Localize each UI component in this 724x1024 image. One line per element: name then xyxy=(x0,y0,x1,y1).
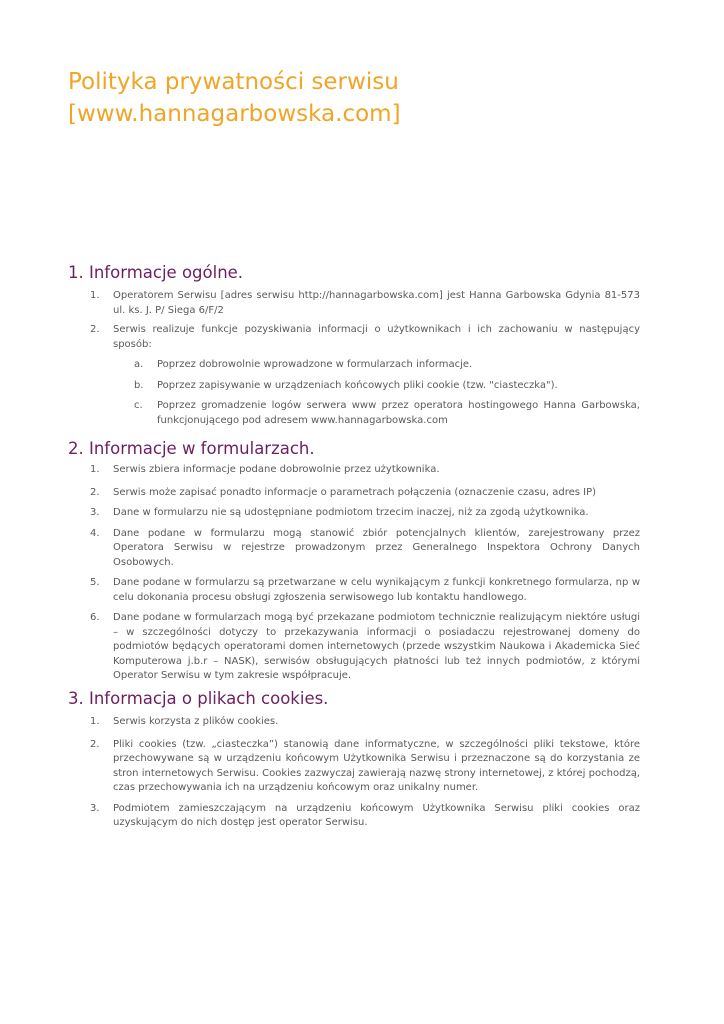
list-item xyxy=(68,611,640,684)
list-item-text: Dane podane w formularzu są przetwarzane w celu wynikającym z funkcji konkretnego formularza, np w celu dokonania procesu obsługi zgłoszenia serwisowego lub kontaktu handlowego. xyxy=(113,577,640,603)
section-heading: 2. Informacje w formularzach. xyxy=(68,439,315,458)
section-heading: 3. Informacja o plikach cookies. xyxy=(68,689,329,708)
numbered-list xyxy=(68,289,640,428)
list-item-text: Serwis zbiera informacje podane dobrowolnie przez użytkownika. xyxy=(113,464,440,475)
list-item xyxy=(68,323,640,428)
sublist-item-letter: c. xyxy=(134,400,143,411)
document-title-line-2: [www.hannagarbowska.com] xyxy=(68,101,401,127)
list-item-number: 1. xyxy=(90,716,100,727)
section-general-information xyxy=(68,263,640,434)
list-item-number: 1. xyxy=(90,464,100,475)
list-item-number: 4. xyxy=(90,527,100,539)
list-item-text: Operatorem Serwisu [adres serwisu http://hannagarbowska.com] jest Hanna Garbowska Gdynia 81-573 ul. ks. J. P/ Siega 6/F/2 xyxy=(113,290,640,316)
list-item xyxy=(68,486,640,501)
sublist-item xyxy=(68,358,640,373)
document-title-line-1: Polityka prywatności serwisu xyxy=(68,69,399,95)
list-item-text: Serwis może zapisać ponadto informacje o parametrach połączenia (oznaczenie czasu, adres IP) xyxy=(113,486,597,498)
list-item-number: 3. xyxy=(90,802,100,814)
list-item xyxy=(68,506,640,521)
list-item-number: 2. xyxy=(90,738,100,750)
sublist-item-text: Poprzez zapisywanie w urządzeniach końcowych pliki cookie (tzw. "ciasteczka"). xyxy=(157,379,558,391)
sublist-item-letter: b. xyxy=(134,379,144,391)
list-item-text: Serwis realizuje funkcje pozyskiwania informacji o użytkownikach i ich zachowaniu w następujący sposób: xyxy=(113,324,640,350)
section-form-information xyxy=(68,439,640,689)
sublist-item xyxy=(68,379,640,394)
list-item xyxy=(68,715,640,730)
list-item xyxy=(68,463,640,478)
sublist-item xyxy=(68,399,640,428)
list-item-number: 5. xyxy=(90,577,100,588)
list-item-number: 2. xyxy=(90,486,100,498)
list-item xyxy=(68,527,640,571)
list-item-text: Dane podane w formularzach mogą być przekazane podmiotom technicznie realizującym niektóre usługi – w szczególności dotyczy to przekazywania informacji o posiadaczu rejestrowanej domeny do podmiotów będących operatorami domen internetowych (przede wszystkim Naukowa i Akademicka Sieć Komputerowa j.b.r – NASK), serwisów obsługujących płatności lub też innych podmiotów, z którymi Operator Serwisu w tym zakresie współpracuje. xyxy=(113,612,640,681)
lettered-sublist xyxy=(113,358,640,428)
section-cookies-information xyxy=(68,689,640,836)
list-item-text: Pliki cookies (tzw. „ciasteczka”) stanowią dane informatyczne, w szczególności pliki tekstowe, które przechowywane są w urządzeniu końcowym Użytkownika Serwisu i przeznaczone są do korzystania ze stron internetowych Serwisu. Cookies zazwyczaj zawierają nazwę strony internetowej, z której pochodzą, czas przechowywania ich na urządzeniu końcowym oraz unikalny numer. xyxy=(113,738,640,793)
numbered-list xyxy=(68,463,640,684)
list-item-text: Serwis korzysta z plików cookies. xyxy=(113,716,279,727)
list-item xyxy=(68,802,640,831)
list-item-text: Dane podane w formularzu mogą stanowić zbiór potencjalnych klientów, zarejestrowany przez Operatora Serwisu w rejestrze prowadzonym przez Generalnego Inspektora Ochrony Danych Osobowych. xyxy=(113,527,640,568)
numbered-list xyxy=(68,715,640,831)
list-item-number: 2. xyxy=(90,324,100,335)
list-item-number: 1. xyxy=(90,290,100,301)
sublist-item-letter: a. xyxy=(134,359,144,370)
list-item xyxy=(68,576,640,605)
section-heading: 1. Informacje ogólne. xyxy=(68,263,244,282)
list-item-text: Podmiotem zamieszczającym na urządzeniu końcowym Użytkownika Serwisu pliki cookies oraz uzyskującym do nich dostęp jest operator Serwisu. xyxy=(113,802,640,828)
sublist-item-text: Poprzez gromadzenie logów serwera www przez operatora hostingowego Hanna Garbowska, funkcjonującego pod adresem www.hannagarbowska.com xyxy=(157,400,640,426)
list-item-number: 3. xyxy=(90,507,100,518)
list-item-number: 6. xyxy=(90,612,100,623)
list-item xyxy=(68,289,640,318)
document-title xyxy=(68,66,668,130)
sublist-item-text: Poprzez dobrowolnie wprowadzone w formularzach informacje. xyxy=(157,359,473,370)
list-item-text: Dane w formularzu nie są udostępniane podmiotom trzecim inaczej, niż za zgodą użytkownika. xyxy=(113,507,589,518)
list-item xyxy=(68,738,640,796)
